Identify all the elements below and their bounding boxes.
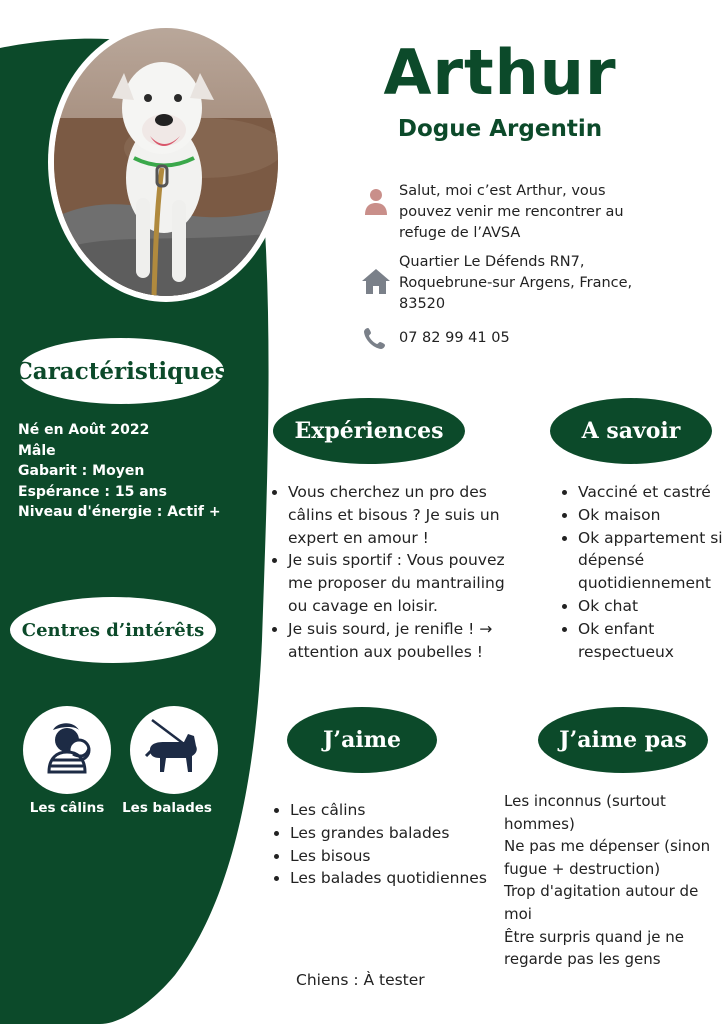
- characteristic-item: Espérance : 15 ans: [18, 483, 167, 500]
- experiences-heading: Expériences: [273, 398, 465, 464]
- phone-icon: [363, 326, 387, 350]
- good-to-know-list: [562, 481, 724, 663]
- hug-icon: [23, 706, 111, 794]
- dislike-item: Les inconnus (surtout hommes): [504, 792, 666, 833]
- characteristics-heading: Caractéristiques: [18, 338, 224, 404]
- dog-breed: Dogue Argentin: [397, 116, 603, 142]
- characteristic-item: Mâle: [18, 442, 56, 459]
- good-to-know-item: • Ok chat: [578, 595, 724, 618]
- characteristics-list: [18, 420, 221, 523]
- experiences-list: [272, 481, 528, 663]
- dislikes-heading: J’aime pas: [538, 707, 708, 773]
- interest-label: Les câlins: [29, 800, 105, 816]
- characteristic-item: Gabarit : Moyen: [18, 463, 145, 480]
- like-item: • Les balades quotidiennes: [290, 867, 500, 890]
- house-icon: [361, 266, 391, 296]
- likes-list: [274, 799, 500, 890]
- contact-phone: 07 82 99 41 05: [399, 330, 510, 346]
- good-to-know-item: • Ok maison: [578, 504, 724, 527]
- dogs-compatibility: Chiens : À tester: [296, 971, 425, 989]
- dislikes-list: [504, 790, 719, 971]
- good-to-know-item: • Ok enfant respectueux: [578, 618, 724, 664]
- dog-photo: [54, 28, 278, 296]
- characteristic-item: Né en Août 2022: [18, 422, 150, 438]
- dislike-item: Trop d'agitation autour de moi: [504, 882, 699, 923]
- interest-label: Les balades: [122, 800, 212, 816]
- good-to-know-item: • Ok appartement si dépensé quotidiennement: [578, 527, 724, 595]
- like-item: • Les câlins: [290, 799, 500, 822]
- like-item: • Les grandes balades: [290, 822, 500, 845]
- dislike-item: Être surpris quand je ne regarde pas les gens: [504, 927, 685, 969]
- dog-walk-icon: [130, 706, 218, 794]
- photo-frame: [48, 22, 284, 302]
- good-to-know-heading: A savoir: [550, 398, 712, 464]
- contact-address: Quartier Le Défends RN7, Roquebrune-sur Argens, France, 83520: [399, 254, 633, 312]
- dislike-item: Ne pas me dépenser (sinon fugue + destruction): [504, 837, 711, 878]
- like-item: • Les bisous: [290, 845, 500, 868]
- interests-heading: Centres d’intérêts: [10, 597, 216, 663]
- likes-heading: J’aime: [287, 707, 437, 773]
- characteristic-item: Niveau d'énergie : Actif +: [18, 504, 221, 521]
- contact-intro: Salut, moi c’est Arthur, vous pouvez venir me rencontrer au refuge de l’AVSA: [399, 183, 624, 241]
- experience-item: • Je suis sourd, je renifle ! → attention aux poubelles !: [288, 618, 528, 664]
- good-to-know-item: • Vacciné et castré: [578, 481, 724, 504]
- dog-name: Arthur: [383, 36, 617, 109]
- experience-item: • Je suis sportif : Vous pouvez me proposer du mantrailing ou cavage en loisir.: [288, 549, 528, 617]
- experience-item: • Vous cherchez un pro des câlins et bisous ? Je suis un expert en amour !: [288, 481, 528, 549]
- person-icon: [361, 186, 391, 216]
